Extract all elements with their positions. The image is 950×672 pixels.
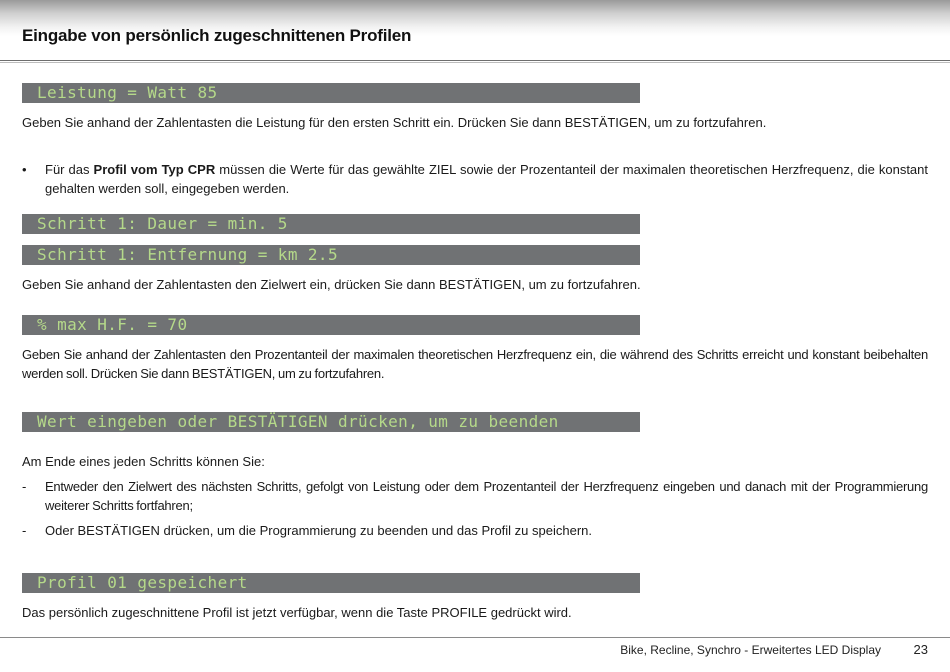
page-title: Eingabe von persönlich zugeschnittenen Profilen — [22, 26, 412, 45]
bullet-pre-text: Für das — [45, 162, 94, 177]
dash-item-bestaetigen: Oder BESTÄTIGEN drücken, um die Programmierung zu beenden und das Profil zu speichern. — [45, 523, 592, 538]
bullet-post-text: müssen die Werte für das gewählte ZIEL sowie der Prozentanteil der maximalen theoretischen Herzfrequenz, die konstant gehalten werden soll, eingegeben werden. — [45, 162, 929, 196]
footer-text: Bike, Recline, Synchro - Erweitertes LED Display — [620, 643, 881, 657]
lcd-display-hf: % max H.F. = 70 — [22, 315, 640, 335]
lcd-display-leistung: Leistung = Watt 85 — [22, 83, 640, 103]
paragraph-zielwert: Geben Sie anhand der Zahlentasten den Zielwert ein, drücken Sie dann BESTÄTIGEN, um zu fortzufahren. — [22, 277, 641, 292]
page-number: 23 — [913, 642, 928, 657]
dash-item-zielwert: Entweder den Zielwert des nächsten Schritts, gefolgt von Leistung oder dem Prozentanteil der Herzfrequenz eingeben und danach mit der Programmierung weiterer Schritts fortfahren; — [45, 479, 928, 513]
lcd-display-dauer: Schritt 1: Dauer = min. 5 — [22, 214, 640, 234]
lcd-display-entfernung: Schritt 1: Entfernung = km 2.5 — [22, 245, 640, 265]
header-divider — [0, 62, 950, 63]
footer-divider — [0, 637, 950, 638]
lcd-display-wert: Wert eingeben oder BESTÄTIGEN drücken, um zu beenden — [22, 412, 640, 432]
bullet-mark: • — [22, 162, 27, 177]
dash-mark-2: - — [22, 523, 27, 538]
paragraph-profil-verfuegbar: Das persönlich zugeschnittene Profil ist jetzt verfügbar, wenn die Taste PROFILE gedrückt wird. — [22, 605, 572, 620]
paragraph-herzfrequenz: Geben Sie anhand der Zahlentasten den Prozentanteil der maximalen theoretischen Herzfrequenz ein, die während des Schritts erreicht und konstant beibehalten werden soll. Drücken Sie dann BESTÄTIGEN, um zu fortzufahren. — [22, 347, 928, 381]
bullet-cpr-profile — [45, 160, 928, 198]
bullet-bold-text: Profil vom Typ CPR — [93, 162, 216, 177]
lcd-display-profil: Profil 01 gespeichert — [22, 573, 640, 593]
dash-mark-1: - — [22, 479, 27, 494]
paragraph-schritt-ende: Am Ende eines jeden Schritts können Sie: — [22, 454, 265, 469]
paragraph-leistung: Geben Sie anhand der Zahlentasten die Leistung für den ersten Schritt ein. Drücken Sie dann BESTÄTIGEN, um zu fortzufahren. — [22, 115, 767, 130]
